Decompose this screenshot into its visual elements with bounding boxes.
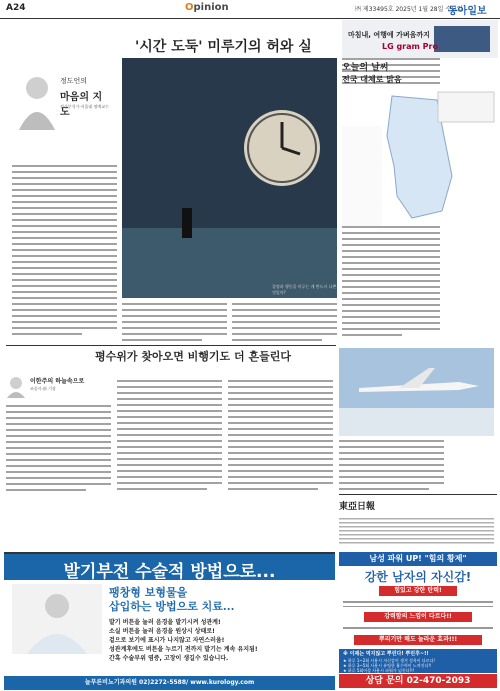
bullet-item: 성관계후에도 버튼을 누르기 전까지 발기는 계속 유지됨! <box>109 646 258 653</box>
point-item: ★ 하루 1~2회 사용시 자신감이 생겨 성욕이 다르다! <box>343 658 436 663</box>
paper-name: 동아일보 <box>448 6 487 17</box>
ad-bottom-left <box>4 552 335 690</box>
clinic-footer: 늘푸른비뇨기과의원 02)2272-5588/ www.kurology.com <box>4 676 335 690</box>
ad-left-sub2: 삽입하는 방법으로 치료... <box>109 600 235 613</box>
bullet-item: 간혹 수술부위 염증, 고장이 생길수 있습니다. <box>109 655 229 662</box>
page-number: A24 <box>6 3 26 13</box>
section-initial: O <box>185 2 194 13</box>
ad-right-points-box <box>339 649 497 673</box>
ad-left-headline: 발기부전 수술적 방법으로... <box>63 562 276 582</box>
point-item: ★ 하루 5회이상 사용시 파워가 넘친다!!! <box>343 668 415 673</box>
ad-right-headline: 강한 남자의 자신감! <box>364 570 472 584</box>
ad-left-sub1: 팽창형 보형물을 <box>109 586 188 599</box>
weather-title: 오늘의 날씨 <box>342 63 389 73</box>
ad-right-red1: 힘있고 강한 탄력! <box>379 586 457 596</box>
article2-headline: 평수위가 찾아오면 비행기도 더 흔들린다 <box>95 350 291 363</box>
ad-right-red3: 뿌리기만 해도 놀라운 효과!!! <box>354 635 482 645</box>
section-rest: pinion <box>193 2 229 13</box>
ad-right-body-lines2 <box>339 624 497 634</box>
bullet-item: 겉으로 보기에 표시가 나지않고 자연스러움! <box>109 637 225 644</box>
byline-role: 정신분석가·서울대 명예교수 <box>60 104 109 109</box>
doctor-photo <box>12 584 102 654</box>
lg-ad-tagline: 마침내, 여행에 가벼움까지 <box>348 31 430 39</box>
lg-ad-product: LG gram Pro <box>382 42 438 51</box>
article2-byline: 이한주의 하늘속으로 <box>30 378 85 385</box>
article1-headline: '시간 도둑' 미루기의 허와 실 <box>135 39 312 55</box>
ad-left-bullets <box>109 618 333 663</box>
byline-name: 정도언의 <box>60 77 88 85</box>
ad-right-phone: 상담 문의 02-470-2093 <box>339 674 497 688</box>
column-name: 마음의 지도 <box>60 92 103 118</box>
bullet-item: 소실 버튼을 눌러 음경을 원상시 상태로! <box>109 628 215 635</box>
bullet-item: 발기 버튼을 눌러 음경을 발기시켜 성관계! <box>109 619 221 626</box>
article2-role: 조종사·前 기장 <box>30 386 56 391</box>
ad-right-red2: 강력함의 느낌이 다르다!! <box>364 612 472 622</box>
ad-bottom-right <box>339 552 497 688</box>
photo-caption: 결정과 행동을 미루는 게 반드시 나쁜 것일까? <box>272 284 337 295</box>
ad-right-banner: 남성 파워 UP! "힘의 황제" <box>339 552 497 566</box>
masthead-name: 東亞日報 <box>339 502 376 512</box>
ad-right-body-lines <box>339 598 497 612</box>
ad-right-notice: ※ 이제는 먹지않고 뿌린다! 뿌린후~!! <box>343 651 429 657</box>
point-item: ★ 하루 3~5회 사용시 유팅한 흡수력이 느껴진다!! <box>343 663 432 668</box>
weather-subtitle: 전국 대체로 맑음 <box>342 75 402 84</box>
issue-date: ㈜ 제33495호 2025년 1월 28일 수요일 <box>355 6 463 13</box>
